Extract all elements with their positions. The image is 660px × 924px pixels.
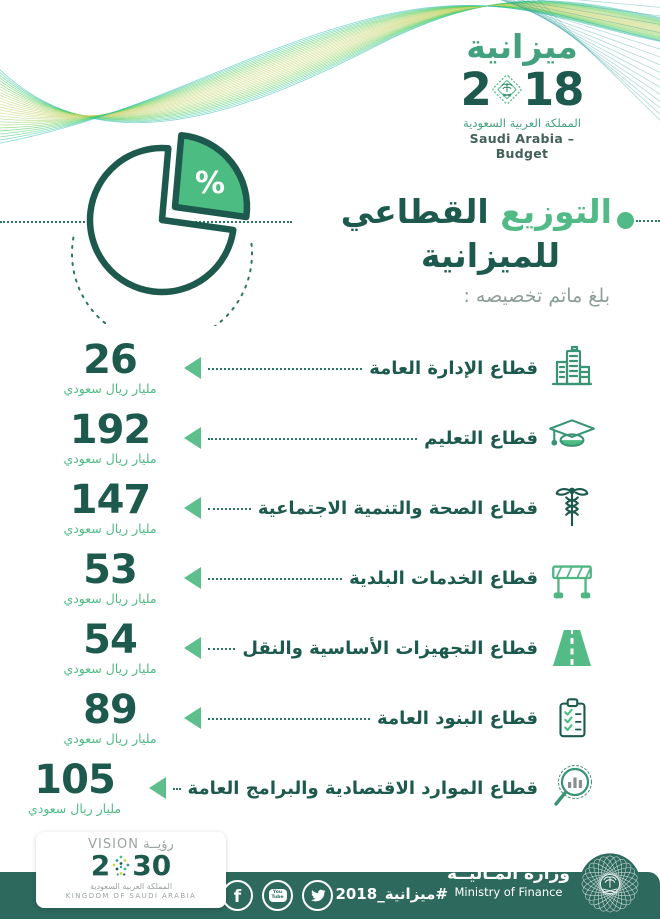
sector-value-block [36, 547, 184, 606]
facebook-glyph: f [233, 886, 242, 907]
dotted-leader [208, 718, 370, 720]
arrow-left-icon [149, 777, 166, 799]
sector-row [0, 543, 660, 613]
vision-2030-logo [36, 832, 226, 908]
sector-value: 54 [83, 617, 137, 663]
sector-list [0, 333, 660, 823]
ministry-name-block [447, 864, 570, 905]
checklist-icon [546, 692, 598, 744]
hashtag-label[interactable]: #ميزانية_2018 [335, 885, 448, 903]
highway-icon [546, 622, 598, 674]
ministry-logo [443, 850, 644, 918]
ministry-rosette-icon [576, 850, 644, 918]
pie-percent-symbol: % [194, 166, 226, 201]
vision-wordmark: رؤيــة VISION [88, 837, 174, 852]
arrow-left-icon [184, 567, 201, 589]
dotted-leader [208, 368, 362, 370]
sector-value: 147 [69, 477, 151, 523]
sector-value-block [36, 407, 184, 466]
vision-kingdom-ar: المملكة العربية السعودية [89, 882, 173, 891]
dotted-leader [208, 648, 235, 650]
ministry-name-en: Ministry of Finance [454, 884, 563, 899]
vision-year-right: 30 [132, 849, 172, 882]
sector-value-block [36, 337, 184, 396]
buildings-icon [546, 342, 598, 394]
sector-unit: مليار ريال سعودي [27, 801, 122, 816]
dotted-leader [208, 438, 417, 440]
sector-row [0, 333, 660, 403]
dotted-leader [208, 578, 342, 580]
sector-row [0, 683, 660, 753]
sector-unit: مليار ريال سعودي [63, 451, 157, 466]
budget-logo-title: ميزانية [466, 27, 578, 66]
arrow-left-icon [184, 707, 201, 729]
sector-label: قطاع البنود العامة [377, 707, 538, 729]
sector-value: 53 [83, 547, 137, 593]
sector-value-block [36, 617, 184, 676]
sector-label: قطاع الصحة والتنمية الاجتماعية [257, 497, 538, 519]
arrow-left-icon [184, 357, 201, 379]
ministry-name-ar: وزارة المـاليــة [447, 863, 570, 884]
caduceus-icon [546, 482, 598, 534]
sector-unit: مليار ريال سعودي [63, 591, 157, 606]
sector-label: قطاع الموارد الاقتصادية والبرامج العامة [187, 777, 538, 799]
sector-label: قطاع الخدمات البلدية [349, 567, 538, 589]
title-word-dark: القطاعي [340, 192, 489, 231]
vision-year [36, 849, 226, 882]
sector-label: قطاع الإدارة العامة [369, 357, 538, 379]
sector-value-block [36, 477, 184, 536]
title-line2: للميزانية [420, 235, 560, 275]
title-bullet [617, 212, 634, 229]
title-subtitle: بلغ ماتم تخصيصه : [463, 285, 610, 308]
social-links [222, 880, 333, 911]
budget-year-left: 2 [460, 62, 491, 116]
sector-label: قطاع التعليم [424, 427, 538, 449]
arrow-left-icon [184, 637, 201, 659]
sector-row [0, 473, 660, 543]
vision-emblem-icon [111, 854, 131, 878]
sector-unit: مليار ريال سعودي [63, 381, 157, 396]
budget-logo-year [442, 62, 602, 116]
sector-row [0, 753, 660, 823]
sector-value: 89 [83, 687, 137, 733]
sector-unit: مليار ريال سعودي [63, 661, 157, 676]
barrier-icon [546, 552, 598, 604]
budget-country-en: Saudi Arabia – Budget [469, 130, 575, 161]
magnifier-chart-icon [546, 762, 598, 814]
main-title [232, 190, 612, 307]
sector-value: 192 [69, 407, 151, 453]
budget-year-right: 18 [522, 62, 584, 116]
sector-row [0, 403, 660, 473]
saudi-emblem-icon [492, 73, 522, 106]
budget-country-ar: المملكة العربية السعودية [463, 115, 581, 130]
sector-value: 105 [34, 757, 115, 803]
dotted-guide-right [636, 220, 660, 222]
twitter-icon[interactable] [302, 880, 333, 911]
sector-unit: مليار ريال سعودي [63, 521, 157, 536]
vision-year-left: 2 [90, 849, 111, 882]
sector-value-block [36, 687, 184, 746]
sector-unit: مليار ريال سعودي [63, 731, 157, 746]
dotted-leader [173, 788, 181, 790]
dotted-leader [208, 508, 251, 510]
sector-value: 26 [83, 337, 137, 383]
twitter-bird-glyph [310, 889, 326, 903]
arrow-left-icon [184, 497, 201, 519]
youtube-glyph: You Tube [269, 889, 287, 902]
facebook-icon[interactable] [222, 880, 253, 911]
sector-label: قطاع التجهيزات الأساسية والنقل [242, 637, 538, 659]
budget-2018-logo [442, 27, 602, 161]
vision-kingdom-en: KINGDOM OF SAUDI ARABIA [65, 892, 197, 900]
arrow-left-icon [184, 427, 201, 449]
title-word-light: التوزيع [500, 192, 612, 231]
youtube-icon[interactable] [262, 880, 293, 911]
sector-value-block [1, 757, 149, 816]
graduation-cap-icon [546, 412, 598, 464]
title-line1 [232, 190, 612, 235]
sector-row [0, 613, 660, 683]
